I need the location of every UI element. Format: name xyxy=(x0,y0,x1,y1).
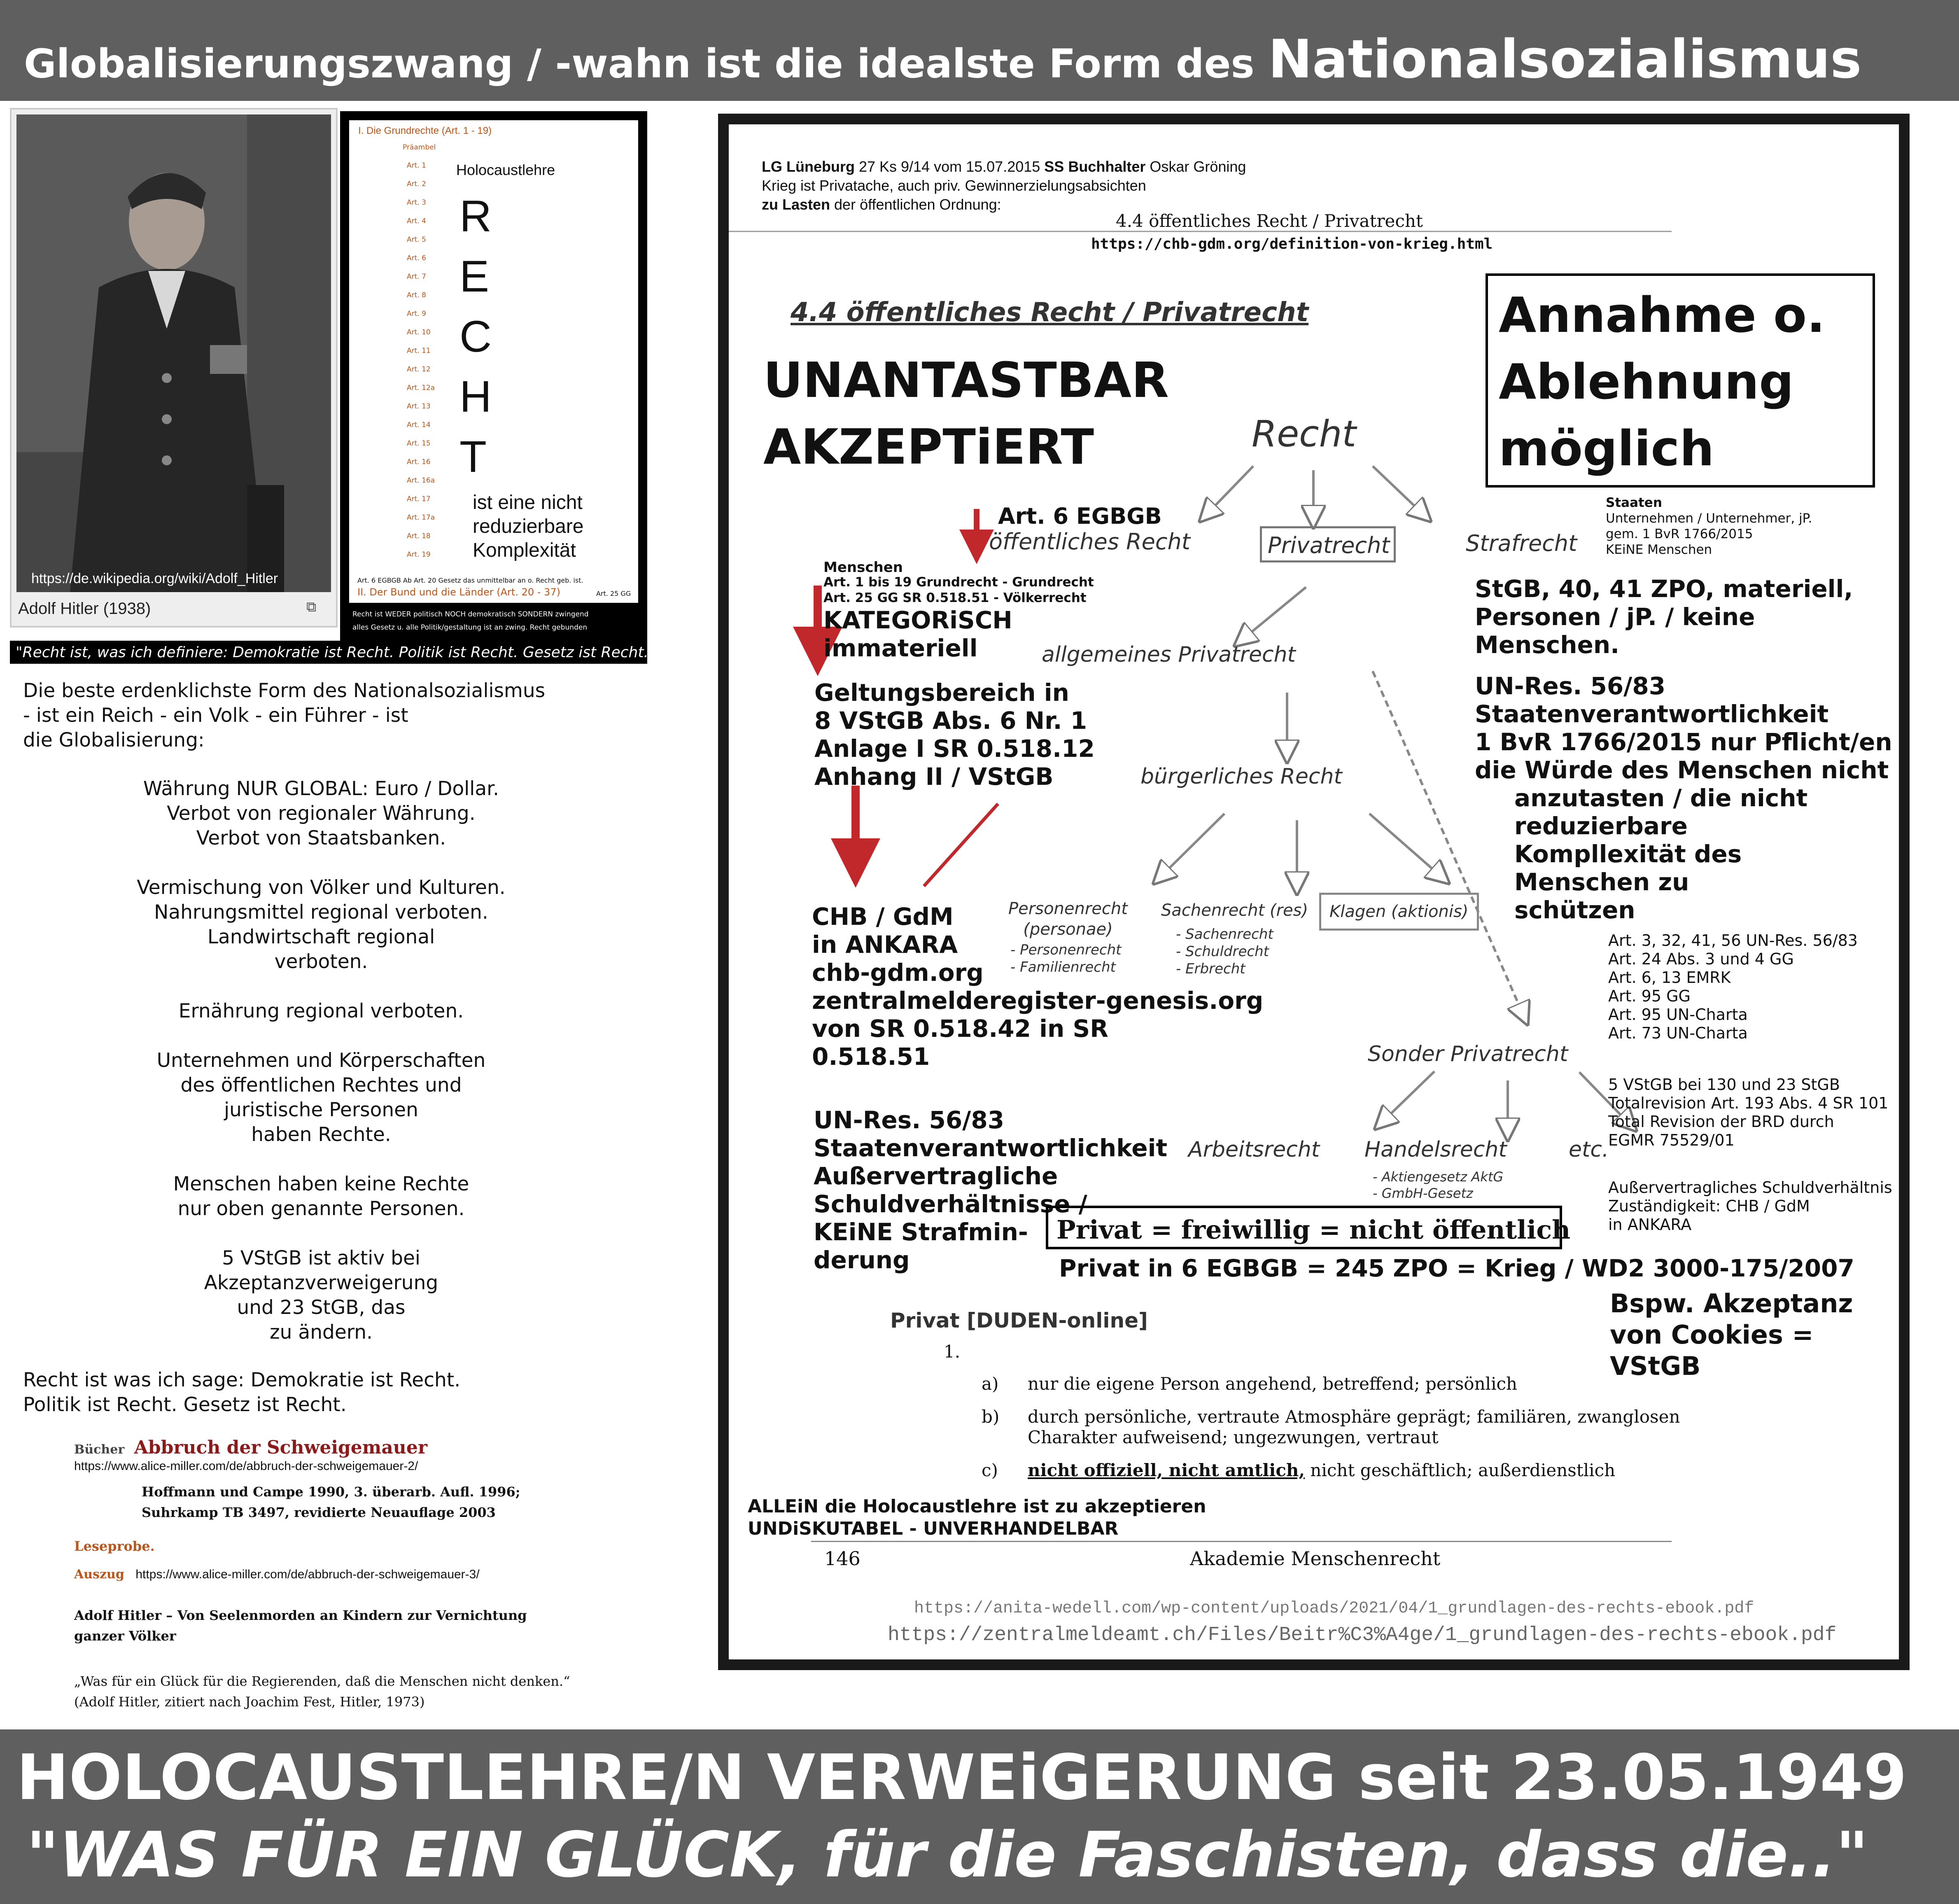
grundrechte-panel xyxy=(340,111,647,634)
geltung-line: Anlage I SR 0.518.12 xyxy=(814,735,1095,763)
article-ref: Art. 6, 13 EMRK xyxy=(1608,968,1731,987)
unantastbar-line: UNANTASTBAR xyxy=(763,352,1169,408)
unres-line: Kompllexität des xyxy=(1514,840,1742,868)
section-heading-big: 4.4 öffentliches Recht / Privatrecht xyxy=(791,297,1309,328)
block-line: Währung NUR GLOBAL: Euro / Dollar. xyxy=(143,777,499,800)
staaten-line: Unternehmen / Unternehmer, jP. xyxy=(1606,511,1812,526)
document-panel xyxy=(718,114,1910,1670)
duden-b: b) xyxy=(982,1407,1000,1427)
unres-line: UN-Res. 56/83 xyxy=(1475,672,1666,700)
portrait-silhouette xyxy=(16,114,331,592)
vstgb-ref: 5 VStGB bei 130 und 23 StGB xyxy=(1608,1076,1840,1094)
article-link[interactable]: Art. 11 xyxy=(407,347,431,355)
ausser-ref: Zuständigkeit: CHB / GdM xyxy=(1608,1197,1810,1215)
cookies-text xyxy=(1610,1288,1853,1382)
vstgb-ref: EGMR 75529/01 xyxy=(1608,1131,1735,1149)
lg-role: SS Buchhalter xyxy=(1044,158,1146,175)
block-line: und 23 StGB, das xyxy=(237,1296,406,1319)
node-strafrecht: Strafrecht xyxy=(1466,530,1577,556)
privat-egbgb-line: Privat in 6 EGBGB = 245 ZPO = Krieg / WD2 3000-175/2007 xyxy=(1059,1254,1854,1282)
footer-line-1: HOLOCAUSTLEHRE/N VERWEiGERUNG seit 23.05.1949 xyxy=(16,1741,1907,1814)
chb-line[interactable]: chb-gdm.org xyxy=(812,959,984,987)
node-arbeitsrecht: Arbeitsrecht xyxy=(1188,1137,1320,1162)
komplex-line: Komplexität xyxy=(473,539,576,561)
stgb-line: Personen / jP. / keine xyxy=(1475,603,1755,631)
hitler-quote-source: (Adolf Hitler, zitiert nach Joachim Fest, Hitler, 1973) xyxy=(74,1694,425,1710)
unres-left-line: Schuldverhältnisse / xyxy=(814,1190,1087,1218)
node-handelsrecht: Handelsrecht xyxy=(1364,1137,1507,1162)
annahme-line: Ablehnung xyxy=(1499,353,1794,410)
waehrung-block xyxy=(33,777,609,851)
staaten-line: Staaten xyxy=(1606,495,1662,510)
ernaehrung-block xyxy=(33,999,609,1024)
block-line: des öffentlichen Rechtes und xyxy=(180,1074,462,1097)
letter-e: E xyxy=(459,251,490,301)
leseprobe-label: Leseprobe. xyxy=(74,1538,155,1554)
auszug-row xyxy=(74,1567,480,1582)
chb-text xyxy=(812,903,1263,1071)
lg-court: LG Lüneburg xyxy=(762,158,855,175)
chb-line: CHB / GdM xyxy=(812,903,954,931)
unres-left-line: UN-Res. 56/83 xyxy=(814,1106,1005,1134)
article-link[interactable]: Art. 7 xyxy=(407,273,426,281)
sachenrecht-sub-line: - Sachenrecht xyxy=(1176,926,1273,943)
article-link[interactable]: Art. 9 xyxy=(407,310,426,318)
unres-right-text xyxy=(1475,672,1892,924)
komplex-line: ist eine nicht xyxy=(473,492,583,513)
intro-line: die Globalisierung: xyxy=(23,729,205,751)
article-ref: Art. 24 Abs. 3 und 4 GG xyxy=(1608,950,1794,968)
node-oeffentliches-recht: öffentliches Recht xyxy=(989,529,1190,555)
chb-line[interactable]: zentralmelderegister-genesis.org xyxy=(812,987,1264,1015)
book-title[interactable]: Abbruch der Schweigemauer xyxy=(134,1437,428,1458)
node-privatrecht-box xyxy=(1260,526,1396,562)
voelker-block xyxy=(33,875,609,974)
expand-icon[interactable]: ⧉ xyxy=(306,599,317,615)
article-link[interactable]: Art. 14 xyxy=(407,421,431,429)
unres-line: anzutasten / die nicht xyxy=(1514,784,1808,812)
article-link[interactable]: Art. 2 xyxy=(407,180,426,188)
personenrecht-line: Personenrecht xyxy=(1008,899,1128,918)
quote-bar-text: "Recht ist, was ich definiere: Demokratie ist Recht. Politik ist Recht. Gesetz ist Recht." xyxy=(16,644,655,661)
holocaustlehre-label: Holocaustlehre xyxy=(456,161,555,178)
photo-caption: Adolf Hitler (1938) xyxy=(18,600,151,618)
portrait-image xyxy=(16,114,331,592)
stgb-line: Menschen. xyxy=(1475,631,1620,659)
article-link[interactable]: Art. 5 xyxy=(407,236,426,244)
article-ref: Art. 3, 32, 41, 56 UN-Res. 56/83 xyxy=(1608,931,1858,950)
block-line: verboten. xyxy=(274,950,368,973)
gmbhg-line: - GmbH-Gesetz xyxy=(1373,1185,1473,1201)
chb-line: von SR 0.518.42 in SR xyxy=(812,1015,1108,1043)
duden-c-text: nicht geschäftlich; außerdienstlich xyxy=(1305,1460,1616,1480)
article-link[interactable]: Art. 16a xyxy=(407,476,435,485)
unantastbar-line: AKZEPTiERT xyxy=(763,418,1094,475)
footer-line-1: Recht ist WEDER politisch NOCH demokratisch SONDERN zwingend xyxy=(352,610,589,618)
footer-banner xyxy=(0,1729,1959,1904)
block-line: Akzeptanzverweigerung xyxy=(204,1272,438,1294)
unres-line: die Würde des Menschen nicht xyxy=(1475,756,1889,784)
block-line: 5 VStGB ist aktiv bei xyxy=(222,1247,420,1269)
unres-left-line: derung xyxy=(814,1246,910,1274)
article-link[interactable]: Art. 17a xyxy=(407,513,435,522)
anita-url[interactable]: https://anita-wedell.com/wp-content/uploads/2021/04/1_grundlagen-des-rechts-ebook.pdf xyxy=(914,1599,1754,1618)
art-1-19-line: Art. 1 bis 19 Grundrecht - Grundrecht xyxy=(823,575,1094,590)
node-buergerliches-recht: bürgerliches Recht xyxy=(1140,764,1342,789)
zentralmeldeamt-url[interactable]: https://zentralmeldeamt.ch/Files/Beitr%C3%A4ge/1_grundlagen-des-rechts-ebook.pdf xyxy=(888,1624,1837,1646)
chb-line: 0.518.51 xyxy=(812,1043,930,1071)
article-ref: Art. 73 UN-Charta xyxy=(1608,1024,1748,1042)
stgb-text xyxy=(1475,575,1853,659)
staaten-note xyxy=(1606,495,1812,558)
unres-line: Menschen zu xyxy=(1514,868,1689,896)
kategorisch-text xyxy=(823,606,1012,662)
annahme-line: Annahme o. xyxy=(1499,287,1825,343)
block-line: Unternehmen und Körperschaften xyxy=(156,1049,486,1072)
ausser-ref: in ANKARA xyxy=(1608,1216,1692,1234)
menschen-label: Menschen xyxy=(823,559,903,576)
duden-a-text: nur die eigene Person angehend, betreffend; persönlich xyxy=(1028,1374,1518,1394)
article-link[interactable]: Art. 8 xyxy=(407,291,426,299)
article-link[interactable]: Art. 12 xyxy=(407,365,431,373)
header-banner xyxy=(0,0,1959,101)
block-line: Vermischung von Völker und Kulturen. xyxy=(137,876,506,899)
chb-line: in ANKARA xyxy=(812,931,958,959)
article-ref: Art. 95 GG xyxy=(1608,987,1691,1005)
unres-line: 1 BvR 1766/2015 nur Pflicht/en xyxy=(1475,728,1892,756)
book-url-1[interactable]: https://www.alice-miller.com/de/abbruch-der-schweigemauer-2/ xyxy=(74,1459,418,1473)
intro-text xyxy=(23,679,545,753)
node-klagen-box xyxy=(1319,893,1479,931)
lg-line-1 xyxy=(762,157,1246,176)
grundrechte-heading: I. Die Grundrechte (Art. 1 - 19) xyxy=(358,125,492,136)
block-line: Nahrungsmittel regional verboten. xyxy=(154,901,488,924)
articles-list xyxy=(1608,931,1858,1043)
header-title xyxy=(24,29,1861,90)
article-link[interactable]: Art. 19 xyxy=(407,551,431,559)
article-link[interactable]: Art. 12a xyxy=(407,384,435,392)
handelsrecht-sub xyxy=(1373,1169,1503,1202)
block-line: juristische Personen xyxy=(224,1099,418,1121)
block-line: Verbot von regionaler Währung. xyxy=(167,802,476,825)
article-link[interactable]: Art. 4 xyxy=(407,217,426,225)
privat-box xyxy=(1046,1206,1571,1249)
duden-b-text-1: durch persönliche, vertraute Atmosphäre geprägt; familiären, zwanglosen xyxy=(1028,1407,1680,1427)
unantastbar-text xyxy=(763,347,1169,480)
annahme-line: möglich xyxy=(1499,420,1714,477)
geltung-line: Geltungsbereich in xyxy=(814,679,1069,707)
intro-line: - ist ein Reich - ein Volk - ein Führer - ist xyxy=(23,704,408,727)
article-link[interactable]: Art. 16 xyxy=(407,458,431,466)
unternehmen-block xyxy=(33,1048,609,1147)
unres-line: Staatenverantwortlichkeit xyxy=(1475,700,1829,728)
intro-line: Die beste erdenklichste Form des Nationalsozialismus xyxy=(23,679,546,702)
article-link[interactable]: Art. 13 xyxy=(407,402,431,411)
publication-line-1: Hoffmann und Campe 1990, 3. überarb. Aufl. 1996; xyxy=(142,1484,520,1500)
letter-h: H xyxy=(459,371,492,421)
art6-egbgb-label: Art. 6 EGBGB xyxy=(998,503,1162,529)
duden-number: 1. xyxy=(944,1342,961,1362)
lg-case: 27 Ks 9/14 vom 15.07.2015 xyxy=(854,158,1045,175)
block-line: zu ändern. xyxy=(270,1321,373,1344)
section-heading-small: 4.4 öffentliches Recht / Privatrecht xyxy=(1116,211,1423,231)
block-line: Menschen haben keine Rechte xyxy=(173,1173,469,1195)
unres-line: schützen xyxy=(1514,896,1635,924)
block-line: nur oben genannte Personen. xyxy=(177,1197,465,1220)
letter-r: R xyxy=(459,191,492,241)
book-url-2[interactable]: https://www.alice-miller.com/de/abbruch-der-schweigemauer-3/ xyxy=(135,1568,480,1581)
footer-rule xyxy=(811,1541,1672,1542)
vstgb-list xyxy=(1608,1076,1888,1150)
ausser-list xyxy=(1608,1178,1892,1234)
privat-freiwillig: Privat = freiwillig = nicht öffentlich xyxy=(1056,1215,1571,1245)
hitler-quote: „Was für ein Glück für die Regierenden, daß die Menschen nicht denken.“ xyxy=(74,1673,570,1689)
vstgb-ref: Totalrevision Art. 193 Abs. 4 SR 101 xyxy=(1608,1094,1889,1112)
cookies-line: Bspw. Akzeptanz xyxy=(1610,1288,1853,1318)
sachenrecht-sub-line: - Erbrecht xyxy=(1176,961,1245,977)
annahme-text xyxy=(1499,282,1825,482)
buecher-label: Bücher xyxy=(74,1442,125,1457)
personenrecht-sub-line: - Personenrecht xyxy=(1010,942,1122,958)
letter-t: T xyxy=(459,432,487,481)
publication-line-2: Suhrkamp TB 3497, revidierte Neuauflage 2003 xyxy=(142,1505,496,1520)
stgb-line: StGB, 40, 41 ZPO, materiell, xyxy=(1475,575,1853,603)
allein-line: UNDiSKUTABEL - UNVERHANDELBAR xyxy=(748,1518,1119,1539)
menschen-block xyxy=(33,1172,609,1221)
duden-b-text-2: Charakter aufweisend; ungezwungen, vertraut xyxy=(1028,1427,1439,1447)
closing-text xyxy=(23,1368,460,1417)
kategorisch-line: immateriell xyxy=(823,634,978,662)
block-line: Ernährung regional verboten. xyxy=(178,1000,464,1022)
komplex-line: reduzierbare xyxy=(473,516,584,537)
vstgb-ref: Total Revision der BRD durch xyxy=(1608,1113,1834,1131)
sachenrecht-sub-line: - Schuldrecht xyxy=(1176,943,1269,960)
letter-c: C xyxy=(459,311,492,361)
art6-note: Art. 6 EGBGB Ab Art. 20 Gesetz das unmittelbar an o. Recht geb. ist. xyxy=(357,576,583,584)
node-klagen: Klagen (aktionis) xyxy=(1329,902,1469,921)
ausser-ref: Außervertragliches Schuldverhältnis xyxy=(1608,1178,1892,1197)
block-line: Verbot von Staatsbanken. xyxy=(196,827,446,849)
geltungsbereich-text xyxy=(814,679,1095,791)
node-allgemeines-privatrecht: allgemeines Privatrecht xyxy=(1042,642,1296,667)
komplex-text xyxy=(473,491,583,562)
grundrechte-footer xyxy=(340,603,647,643)
cookies-line: von Cookies = xyxy=(1610,1320,1814,1350)
staaten-line: gem. 1 BvR 1766/2015 xyxy=(1606,527,1753,541)
hitler-photo-frame xyxy=(10,108,338,628)
cookies-line: VStGB xyxy=(1610,1351,1701,1381)
lg-line-2: Krieg ist Privatache, auch priv. Gewinnerzielungsabsichten xyxy=(762,177,1146,194)
wikipedia-url[interactable]: https://de.wikipedia.org/wiki/Adolf_Hitler xyxy=(31,571,278,586)
quote-bar xyxy=(10,641,655,664)
vstgb-block xyxy=(33,1246,609,1345)
allein-line: ALLEiN die Holocaustlehre ist zu akzeptieren xyxy=(748,1496,1206,1517)
article-link[interactable]: Art. 1 xyxy=(407,161,426,170)
closing-line: Recht ist was ich sage: Demokratie ist Recht. xyxy=(23,1369,461,1391)
auszug-label: Auszug xyxy=(74,1567,124,1582)
header-title-part2: Nationalsozialismus xyxy=(1268,29,1862,90)
node-privatrecht: Privatrecht xyxy=(1268,532,1390,558)
page-number: 146 xyxy=(824,1547,861,1570)
book-excerpt xyxy=(74,1437,427,1458)
article-ref: Art. 95 UN-Charta xyxy=(1608,1006,1748,1024)
lg-zu-lasten: zu Lasten xyxy=(762,196,830,213)
praeambel-link[interactable]: Präambel xyxy=(403,143,436,152)
personenrecht-sub-line: - Familienrecht xyxy=(1010,959,1116,975)
chapter-line-1: Adolf Hitler – Von Seelenmorden an Kindern zur Vernichtung xyxy=(74,1608,527,1623)
block-line: Landwirtschaft regional xyxy=(207,926,435,948)
article-link[interactable]: Art. 15 xyxy=(407,439,431,448)
allein-text xyxy=(748,1496,1206,1540)
article-link[interactable]: Art. 6 xyxy=(407,254,426,262)
globalisierung-blocks xyxy=(33,777,609,1345)
annahme-box xyxy=(1486,273,1875,488)
duden-a: a) xyxy=(982,1374,999,1394)
unres-left-line: KEiNE Strafmin- xyxy=(814,1218,1028,1246)
footer-line-2: alles Gesetz u. alle Politik/gestaltung ist an zwing. Recht gebunden xyxy=(352,623,588,632)
unres-left-line: Staatenverantwortlichkeit xyxy=(814,1134,1168,1162)
kategorisch-line: KATEGORiSCH xyxy=(823,606,1012,634)
block-line: haben Rechte. xyxy=(251,1123,391,1146)
aktg-line: - Aktiengesetz AktG xyxy=(1373,1169,1504,1185)
bund-laender-link[interactable]: II. Der Bund und die Länder (Art. 20 - 37) xyxy=(357,586,560,598)
duden-c: c) xyxy=(982,1460,998,1480)
lg-ordnung: der öffentlichen Ordnung: xyxy=(830,196,1001,213)
article-link[interactable]: Art. 17 xyxy=(407,495,431,503)
node-etc: etc. xyxy=(1569,1137,1609,1162)
node-recht: Recht xyxy=(1252,413,1356,455)
header-title-part1: Globalisierungszwang / -wahn ist die idealste Form des xyxy=(24,41,1269,87)
staaten-line: KEiNE Menschen xyxy=(1606,542,1712,557)
geltung-line: Anhang II / VStGB xyxy=(814,763,1054,791)
footer-line-2: "WAS FÜR EIN GLÜCK, für die Faschisten, dass die.." xyxy=(26,1818,1868,1891)
article-link[interactable]: Art. 10 xyxy=(407,328,431,336)
chb-definition-url[interactable]: https://chb-gdm.org/definition-von-krieg.html xyxy=(1091,236,1493,252)
unres-left-line: Außervertragliche xyxy=(814,1162,1058,1190)
node-sonder-privatrecht: Sonder Privatrecht xyxy=(1368,1042,1568,1066)
closing-line: Politik ist Recht. Gesetz ist Recht. xyxy=(23,1393,347,1416)
recht-letters xyxy=(459,186,492,487)
personenrecht-line: (personae) xyxy=(1023,920,1113,939)
geltung-line: 8 VStGB Abs. 6 Nr. 1 xyxy=(814,707,1087,735)
lg-lueneburg-header xyxy=(762,157,1246,214)
art-25-line: Art. 25 GG SR 0.518.51 - Völkerrecht xyxy=(823,590,1087,605)
article-link[interactable]: Art. 18 xyxy=(407,532,431,540)
art25-note: Art. 25 GG xyxy=(596,590,631,597)
duden-heading: Privat [DUDEN-online] xyxy=(890,1309,1148,1332)
node-sachenrecht: Sachenrecht (res) xyxy=(1161,901,1308,920)
chapter-line-2: ganzer Völker xyxy=(74,1628,176,1644)
akademie-label: Akademie Menschenrecht xyxy=(1190,1547,1441,1570)
duden-c-row xyxy=(1028,1460,1615,1480)
duden-c-underlined: nicht offiziell, nicht amtlich, xyxy=(1028,1460,1305,1480)
unres-line: reduzierbare xyxy=(1514,812,1688,840)
article-link[interactable]: Art. 3 xyxy=(407,198,426,207)
lg-person: Oskar Gröning xyxy=(1145,158,1246,175)
